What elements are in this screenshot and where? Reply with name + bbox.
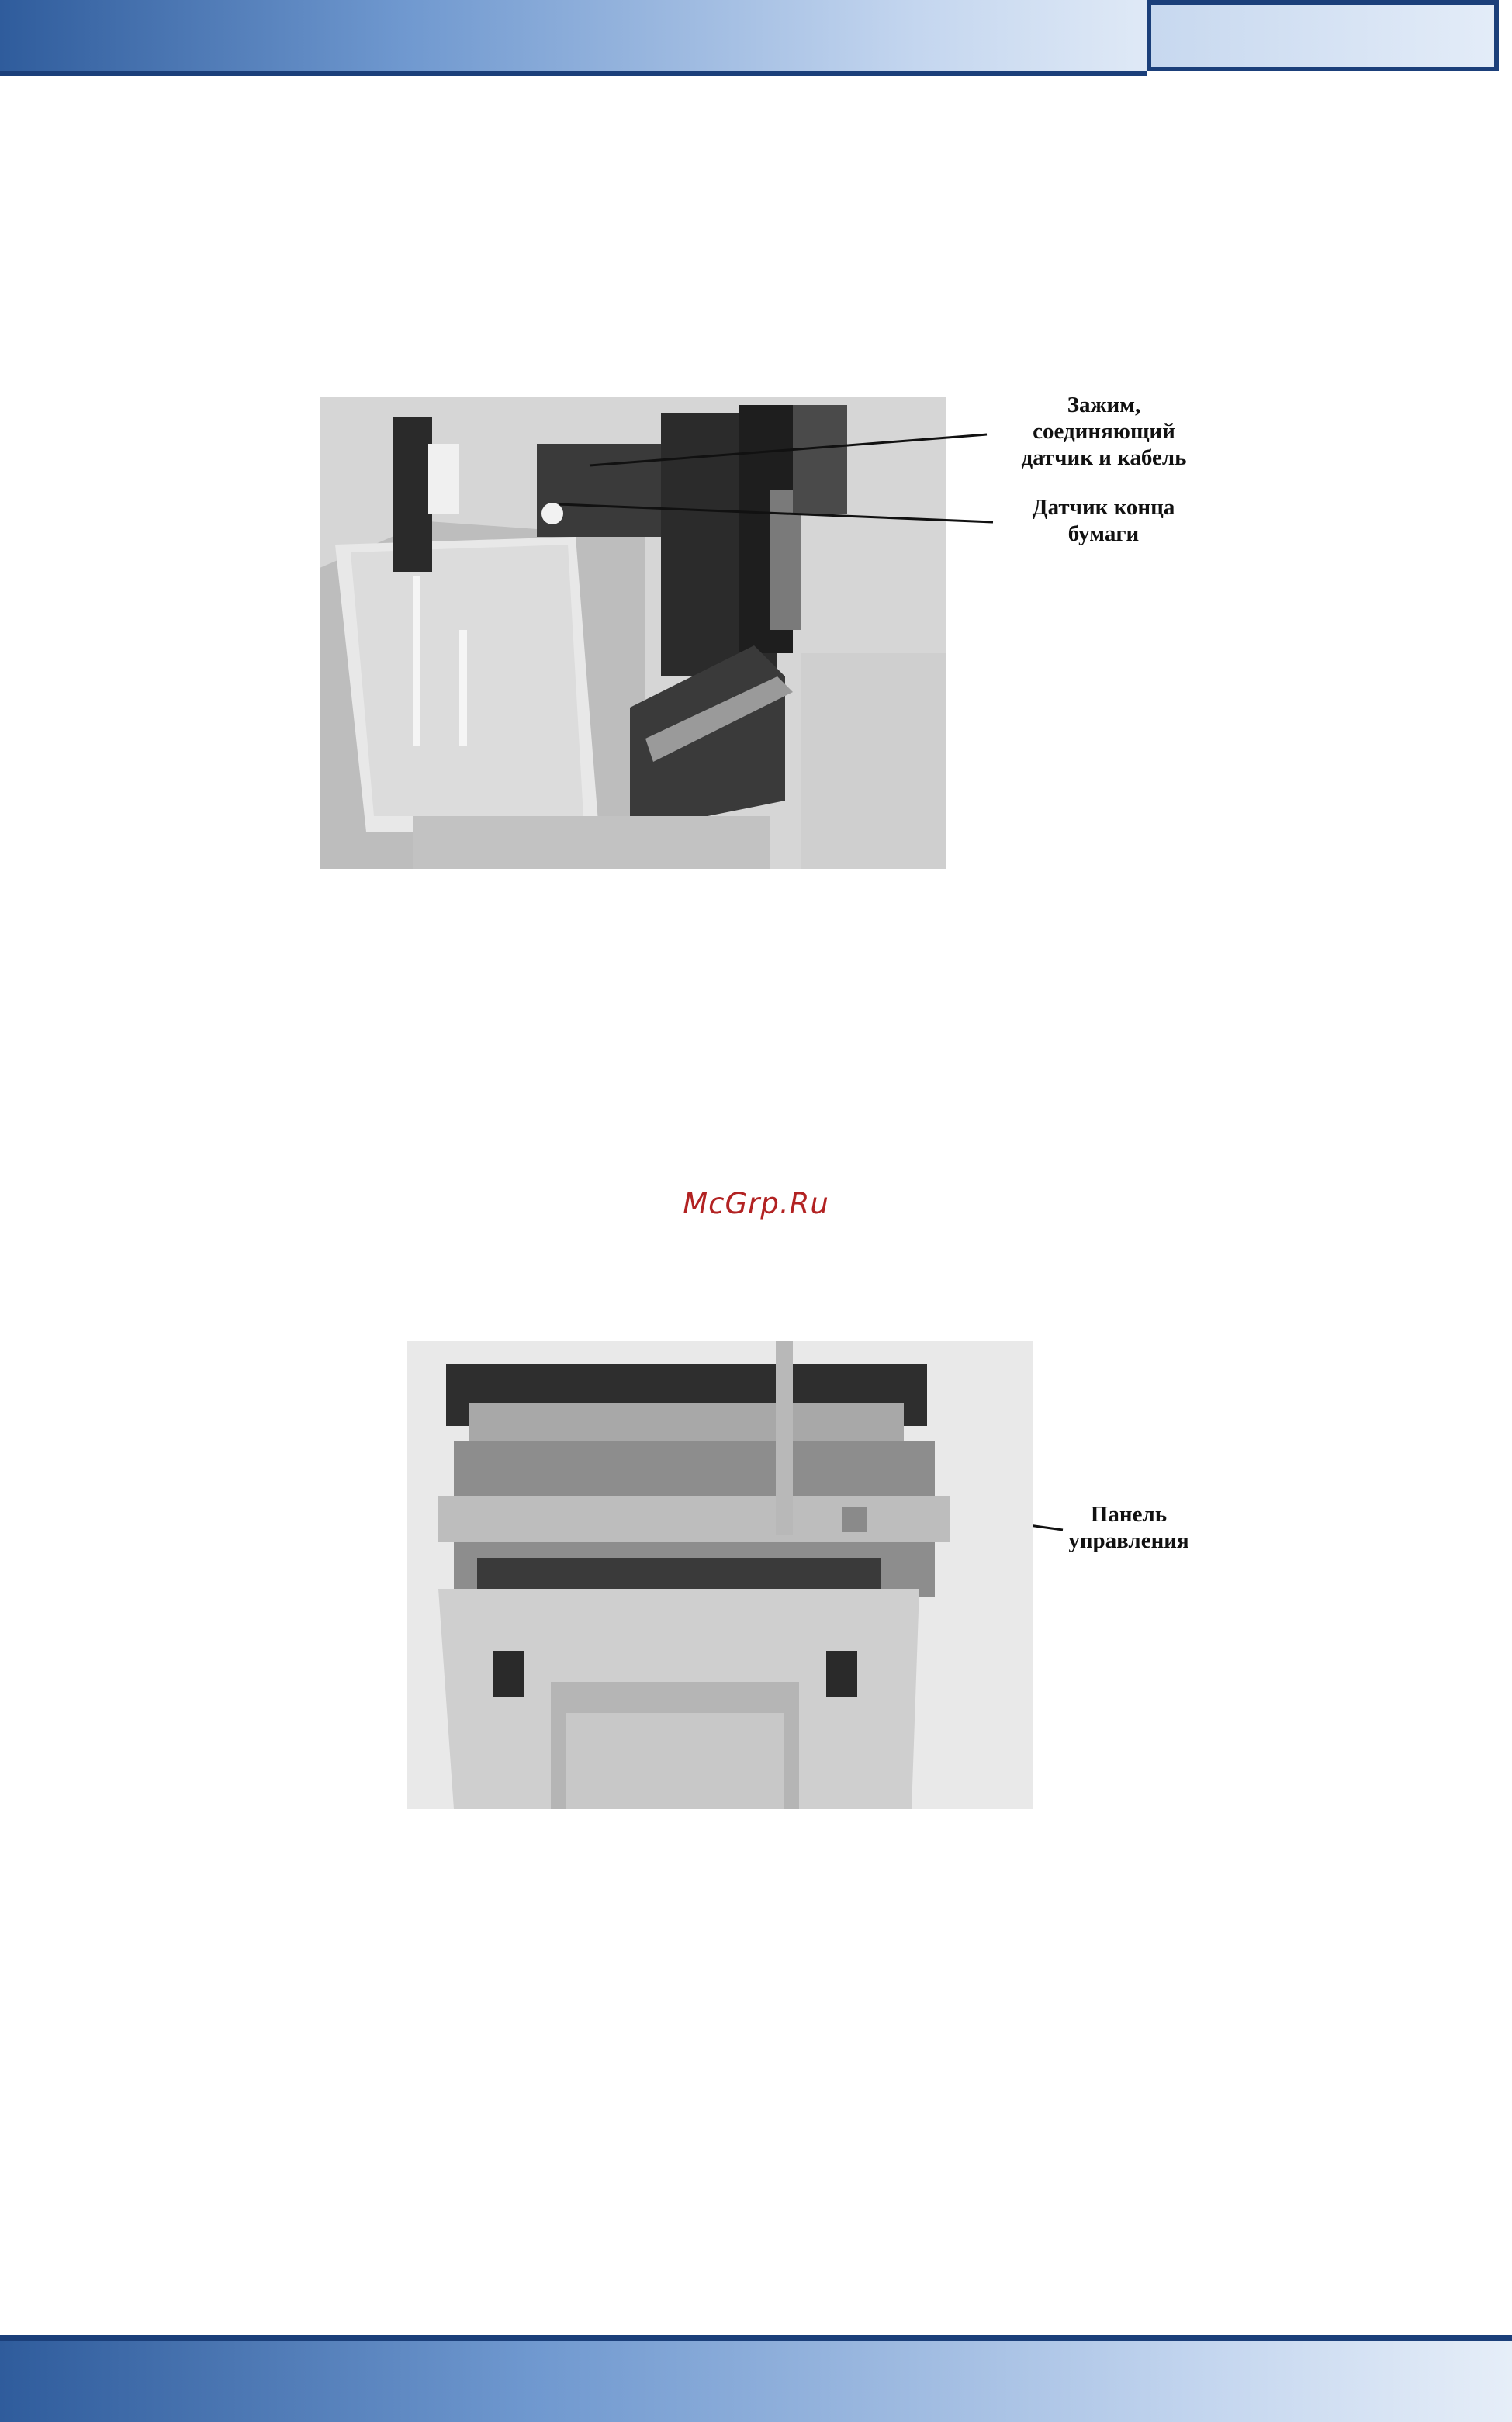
callout-clamp-line-1: Зажим, bbox=[1067, 393, 1141, 417]
callout-panel-line-1: Панель bbox=[1090, 1502, 1168, 1527]
callout-sensor-line-1: Датчик конца bbox=[1032, 495, 1175, 520]
header-page-box bbox=[1147, 0, 1499, 71]
callout-sensor-label bbox=[1009, 494, 1199, 547]
callout-clamp-line-2: соединяющий bbox=[1033, 419, 1175, 444]
callout-panel-line-2: управления bbox=[1068, 1528, 1189, 1553]
callout-clamp-label bbox=[991, 392, 1216, 471]
callout-control-panel-label bbox=[1063, 1501, 1195, 1554]
footer-bar bbox=[0, 2335, 1512, 2422]
figure1-photo bbox=[320, 397, 946, 869]
figure2-photo bbox=[407, 1341, 1033, 1809]
callout-clamp-line-3: датчик и кабель bbox=[1021, 445, 1187, 470]
callout-sensor-line-2: бумаги bbox=[1067, 521, 1140, 546]
header-bar bbox=[0, 0, 1147, 76]
watermark-text: McGrp.Ru bbox=[683, 1187, 829, 1220]
